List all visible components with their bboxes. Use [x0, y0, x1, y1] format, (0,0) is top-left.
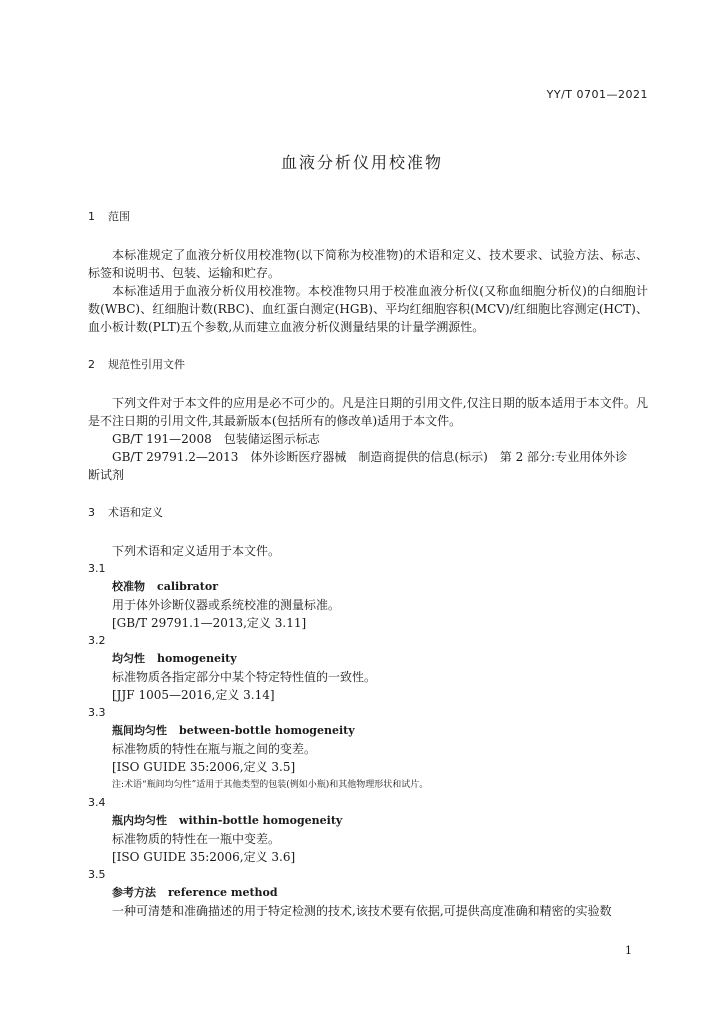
term-en: between-bottle homogeneity: [179, 724, 355, 737]
document-body: [88, 208, 648, 920]
section-1-heading: [88, 208, 648, 226]
section-number: 1: [88, 210, 95, 223]
term-definition: 一种可清楚和准确描述的用于特定检测的技术,该技术要有依据,可提供高度准确和精密的实验数: [112, 904, 612, 918]
term-number: 3.2: [88, 634, 106, 647]
term-definition: 标准物质的特性在一瓶中变差。: [112, 832, 281, 846]
scope-paragraph-2: 本标准适用于血液分析仪用校准物。本校准物只用于校准血液分析仪(又称血细胞分析仪)的白细胞计数(WBC)、红细胞计数(RBC)、血红蛋白测定(HGB)、平均红细胞容积(MCV)/红细胞比容测定(HCT)、血小板计数(PLT)五个参数,从而建立血液分析仪测量结果的计量学溯源性。: [88, 284, 648, 334]
term-note: 注:术语“瓶间均匀性”适用于其他类型的包装(例如小瓶)和其他物理形状和试片。: [112, 780, 429, 790]
section-3-heading: [88, 504, 648, 522]
reference-continuation: 断试剂: [88, 468, 125, 482]
term-source: [ISO GUIDE 35:2006,定义 3.5]: [112, 760, 296, 774]
term-heading: [88, 722, 648, 740]
section-title: 术语和定义: [108, 506, 163, 519]
section-number: 3: [88, 506, 95, 519]
reference-gb-t-191: GB/T 191—2008 包装储运图示标志: [112, 432, 320, 446]
term-en: within-bottle homogeneity: [179, 814, 343, 827]
standard-code: YY/T 0701—2021: [546, 88, 648, 101]
reference-gb-t-29791-2: GB/T 29791.2—2013 体外诊断医疗器械 制造商提供的信息(标示) 第 2 部分:专业用体外诊: [112, 450, 628, 464]
normative-references-paragraph: 下列文件对于本文件的应用是必不可少的。凡是注日期的引用文件,仅注日期的版本适用于本文件。凡是不注日期的引用文件,其最新版本(包括所有的修改单)适用于本文件。: [88, 396, 648, 428]
section-title: 规范性引用文件: [108, 358, 185, 371]
term-cn: 均匀性: [112, 652, 145, 665]
term-cn: 参考方法: [112, 886, 156, 899]
section-number: 2: [88, 358, 95, 371]
terms-intro-paragraph: 下列术语和定义适用于本文件。: [112, 544, 281, 558]
term-cn: 校准物: [112, 580, 145, 593]
term-number: 3.4: [88, 796, 106, 809]
section-title: 范围: [108, 210, 130, 223]
term-en: homogeneity: [157, 652, 237, 665]
term-number: 3.5: [88, 868, 106, 881]
term-heading: [88, 578, 648, 596]
term-number: 3.1: [88, 562, 106, 575]
term-definition: 标准物质各指定部分中某个特定特性值的一致性。: [112, 670, 377, 684]
term-definition: 用于体外诊断仪器或系统校准的测量标准。: [112, 598, 341, 612]
term-heading: [88, 650, 648, 668]
section-2-heading: [88, 356, 648, 374]
term-en: calibrator: [157, 580, 219, 593]
term-source: [GB/T 29791.1—2013,定义 3.11]: [112, 616, 307, 630]
page-number: 1: [625, 944, 632, 957]
term-en: reference method: [168, 886, 278, 899]
term-definition: 标准物质的特性在瓶与瓶之间的变差。: [112, 742, 317, 756]
term-heading: [88, 812, 648, 830]
term-heading: [88, 884, 648, 902]
term-number: 3.3: [88, 706, 106, 719]
document-title: 血液分析仪用校准物: [280, 153, 443, 172]
term-cn: 瓶内均匀性: [112, 814, 167, 827]
term-source: [ISO GUIDE 35:2006,定义 3.6]: [112, 850, 296, 864]
scope-paragraph-1: 本标准规定了血液分析仪用校准物(以下简称为校准物)的术语和定义、技术要求、试验方法、标志、标签和说明书、包装、运输和贮存。: [88, 248, 648, 280]
term-source: [JJF 1005—2016,定义 3.14]: [112, 688, 275, 702]
term-cn: 瓶间均匀性: [112, 724, 167, 737]
